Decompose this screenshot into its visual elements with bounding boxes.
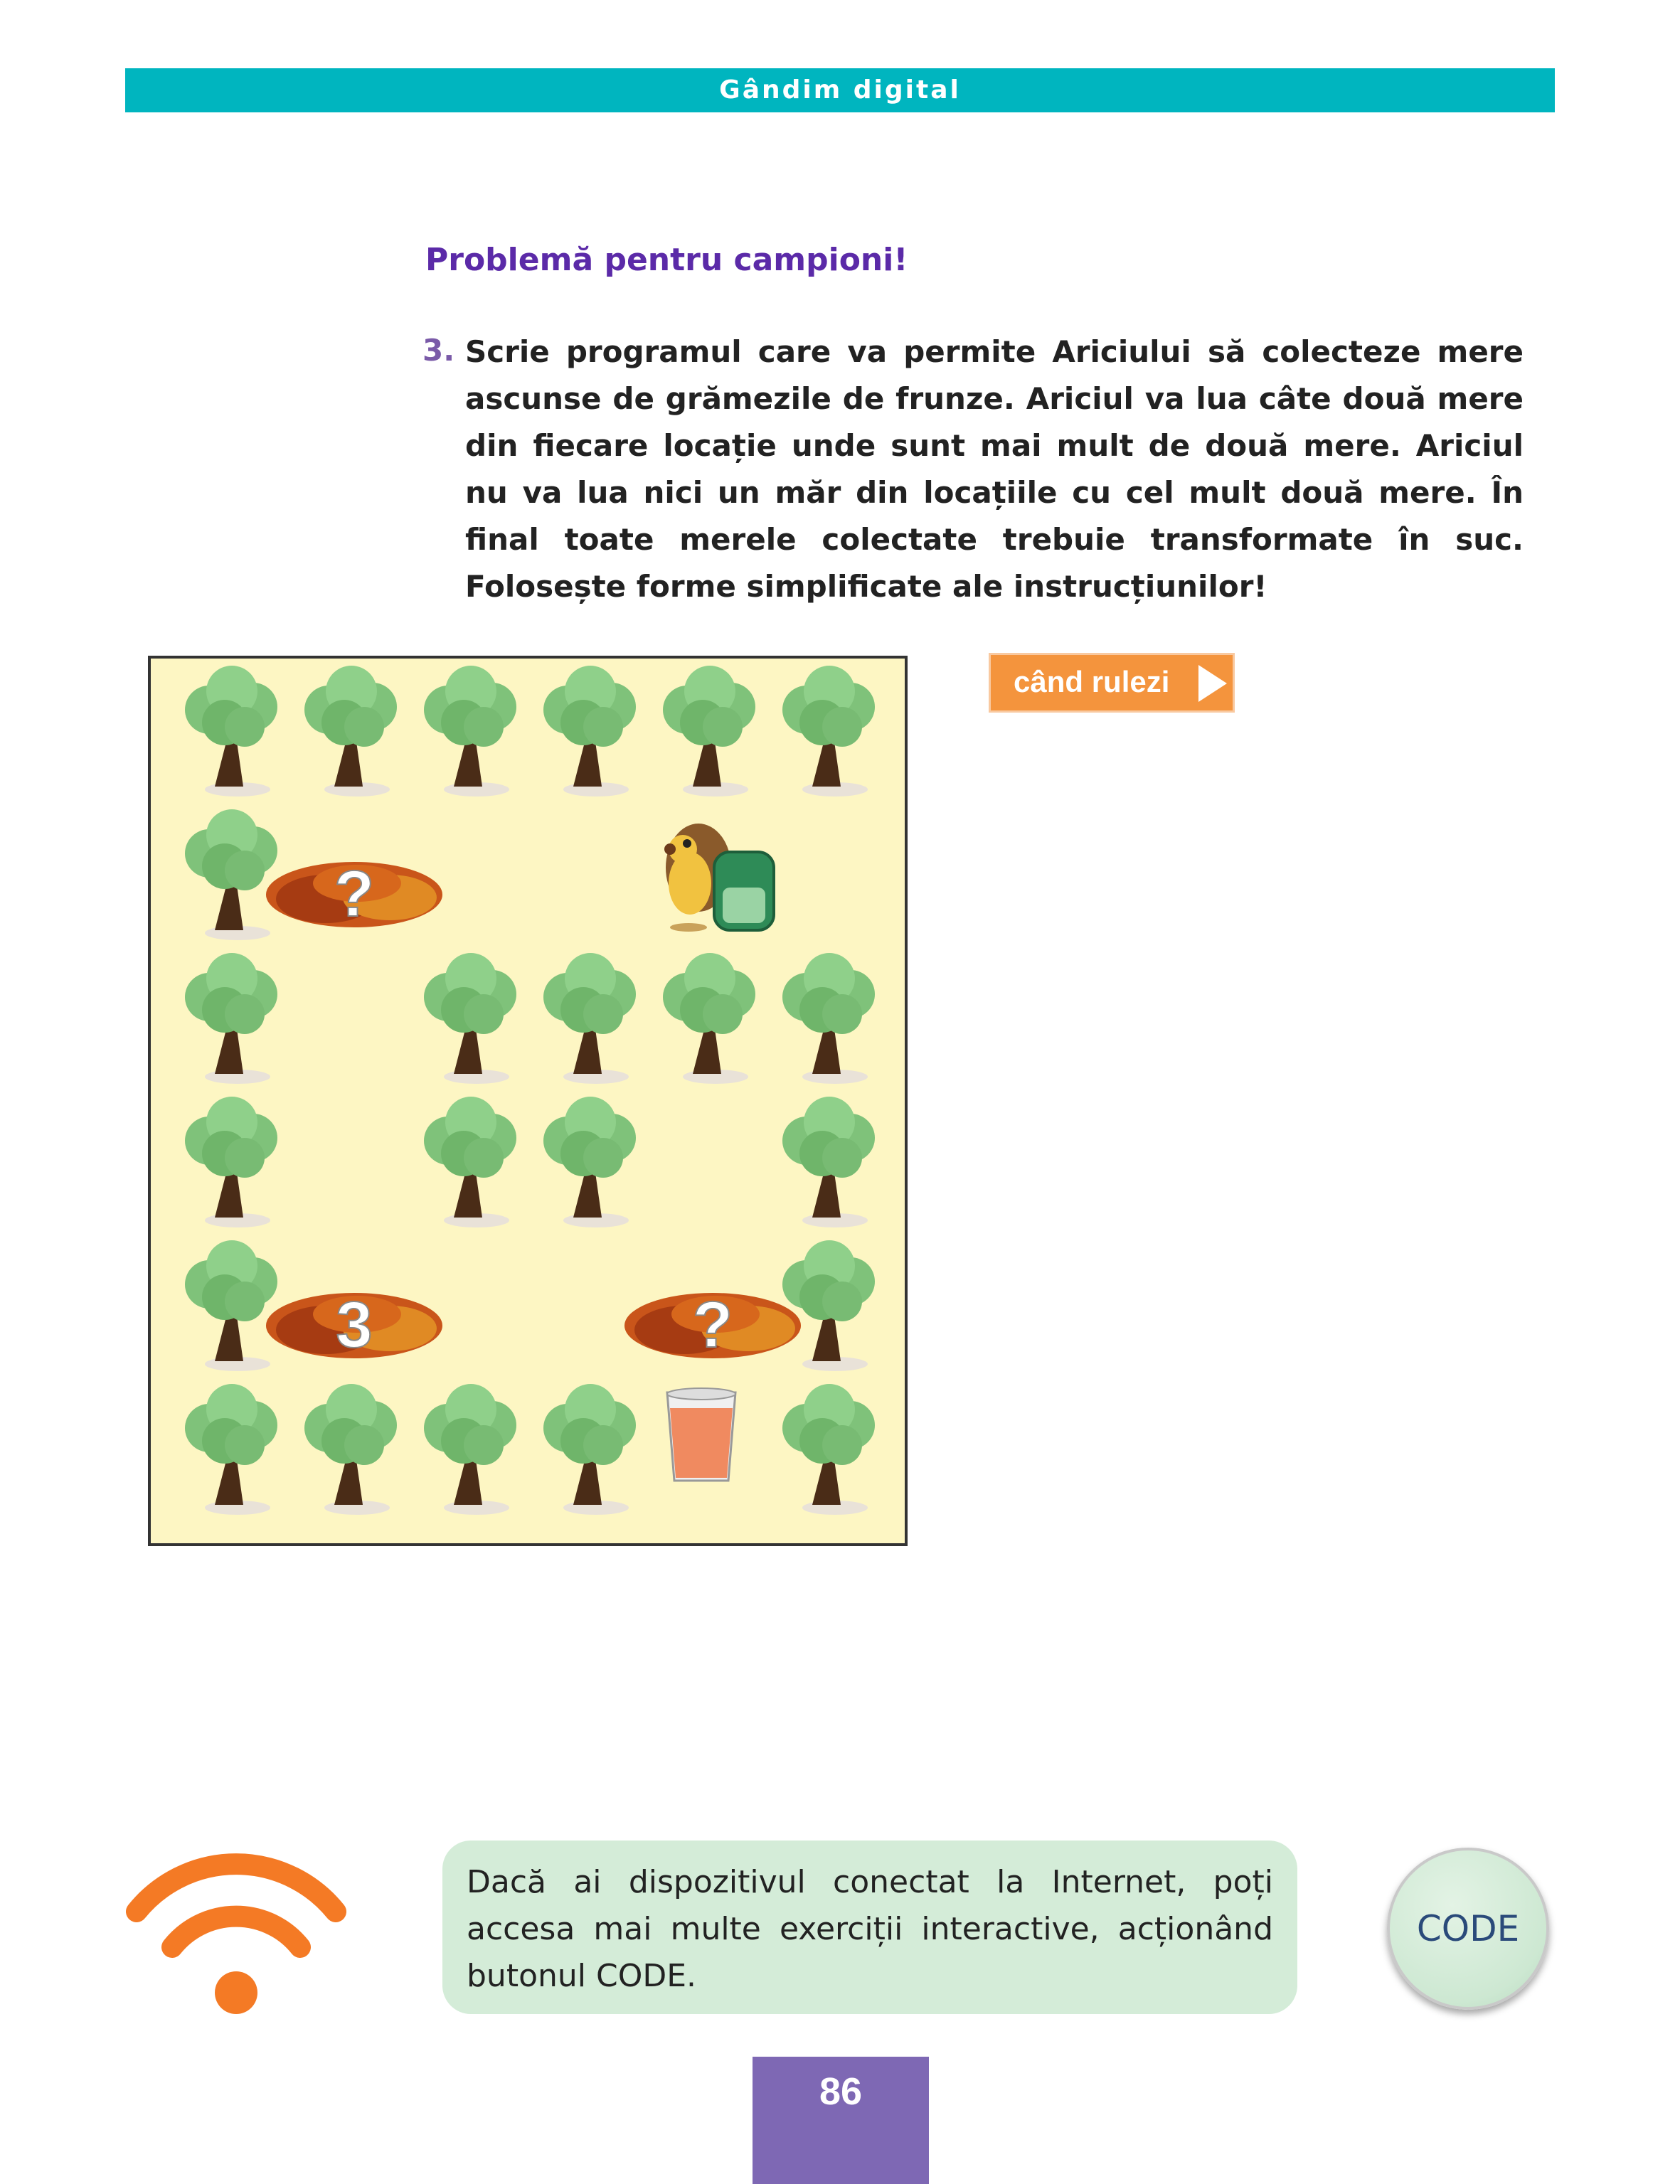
code-button[interactable] [1387,1848,1549,2010]
juice-glass-icon [667,1388,735,1481]
run-button-label: când rulezi [1014,665,1170,698]
header-title: Gândim digital [719,75,961,105]
code-button-label: CODE [1416,1908,1520,1949]
game-board-canvas [151,659,905,1543]
game-board [148,656,908,1546]
exercise-number: 3. [422,333,455,368]
page-number: 86 [819,2070,863,2113]
info-text: Dacă ai dispozitivul conectat la Internet, poți accesa mai multe exerciții interactive, acționând butonul CODE. [467,1864,1273,1994]
run-button[interactable] [989,653,1235,713]
info-box [442,1841,1297,2014]
play-icon [1198,665,1227,702]
section-title: Problemă pentru campioni! [425,242,908,278]
leaf-pile-label: 3 [336,1289,373,1361]
leaf-pile-label: ? [334,858,375,930]
exercise-text: Scrie programul care va permite Ariciului să colecteze mere ascunse de grămezile de frunze. Ariciul va lua câte două mere din fiecare locație unde sunt mai mult de două mere. Ariciul nu va lua nici un măr din locațiile cu cel mult două mere. În final toate merele colectate trebuie transformate în suc. Folosește forme simplificate ale instrucțiunilor! [465,334,1524,604]
wifi-icon [122,1841,350,2018]
header-bar [125,68,1555,112]
page-number-box [753,2057,929,2184]
leaf-pile-label: ? [692,1289,733,1361]
